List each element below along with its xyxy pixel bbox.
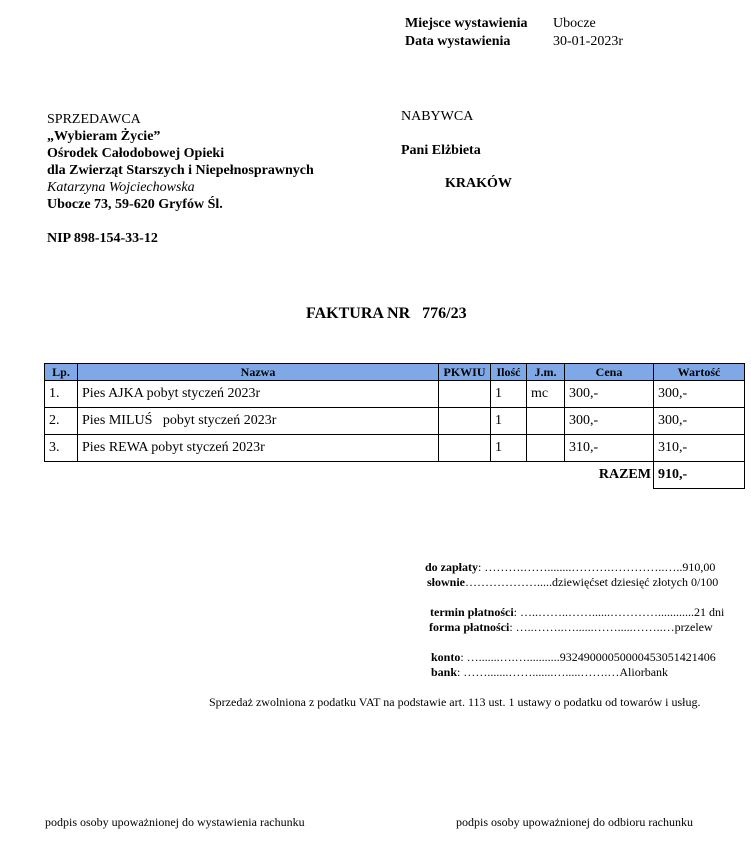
table-row xyxy=(45,381,745,408)
cell-qty: 1 xyxy=(491,435,527,462)
seller-name-2: Ośrodek Całodobowej Opieki xyxy=(47,146,225,161)
cell-price: 310,- xyxy=(565,435,654,462)
cell-value: 300,- xyxy=(654,408,745,435)
account-value: 93249000050000453051421406 xyxy=(559,650,716,664)
term-row: termin płatności: …..……..……......…………............21 dni xyxy=(430,605,725,619)
bank-row: bank: …….......…….......….....…….…Aliorbank xyxy=(431,665,669,679)
receiver-signature-label: podpis osoby upoważnionej do odbioru rachunku xyxy=(456,815,693,829)
account-label: konto xyxy=(431,650,461,664)
account-row: konto: ….......….…...........93249000050000453051421406 xyxy=(431,650,716,664)
words-value: dziewięćset dziesięć złotych 0/100 xyxy=(552,575,719,589)
cell-price: 300,- xyxy=(565,408,654,435)
cell-price: 300,- xyxy=(565,381,654,408)
issue-meta xyxy=(405,15,623,51)
form-row: forma płatności: …..……..…......…….....……..…przelew xyxy=(429,620,713,634)
cell-name: Pies REWA pobyt styczeń 2023r xyxy=(78,435,439,462)
cell-lp: 3. xyxy=(45,435,78,462)
term-label: termin płatności xyxy=(430,605,514,619)
total-label: RAZEM xyxy=(598,467,651,482)
to-pay-row: do zapłaty: ……….……........……….…………..…..910,00 xyxy=(425,560,716,574)
buyer-city: KRAKÓW xyxy=(445,176,512,191)
seller-name-3: dla Zwierząt Starszych i Niepełnosprawnych xyxy=(47,163,314,178)
place-label: Miejsce wystawienia xyxy=(405,16,528,31)
invoice-number: 776/23 xyxy=(422,305,467,322)
cell-unit: mc xyxy=(527,381,565,408)
date-label: Data wystawienia xyxy=(405,34,511,49)
invoice-title-label: FAKTURA NR xyxy=(306,305,411,322)
cell-unit xyxy=(527,408,565,435)
cell-pkwiu xyxy=(439,408,491,435)
place-value: Ubocze xyxy=(553,16,596,31)
to-pay-label: do zapłaty xyxy=(425,560,479,574)
table-header-row xyxy=(45,364,745,381)
issuer-signature-label: podpis osoby upoważnionej do wystawienia rachunku xyxy=(45,815,305,829)
cell-pkwiu xyxy=(439,435,491,462)
total-row xyxy=(45,462,745,489)
seller-address: Ubocze 73, 59-620 Gryfów Śl. xyxy=(47,197,223,212)
col-lp: Lp. xyxy=(45,364,78,381)
items-table xyxy=(44,363,745,489)
buyer-name: Pani Elżbieta xyxy=(401,143,481,158)
term-value: 21 dni xyxy=(694,605,725,619)
seller-block xyxy=(47,111,314,247)
seller-header: SPRZEDAWCA xyxy=(47,112,141,127)
bank-value: Aliorbank xyxy=(619,665,669,679)
invoice-title xyxy=(306,305,467,323)
table-row xyxy=(45,435,745,462)
col-pkwiu: PKWIU xyxy=(439,364,491,381)
form-label: forma płatności xyxy=(429,620,510,634)
cell-lp: 2. xyxy=(45,408,78,435)
place-row xyxy=(405,15,623,33)
form-value: przelew xyxy=(674,620,713,634)
words-label: słownie xyxy=(427,575,466,589)
col-value: Wartość xyxy=(654,364,745,381)
vat-note: Sprzedaż zwolniona z podatku VAT na podstawie art. 113 ust. 1 ustawy o podatku od towarów i usług. xyxy=(209,695,701,709)
buyer-header: NABYWCA xyxy=(401,109,474,124)
seller-name-1: „Wybieram Życie” xyxy=(47,129,161,144)
seller-person: Katarzyna Wojciechowska xyxy=(47,180,195,195)
col-name: Nazwa xyxy=(78,364,439,381)
seller-nip: NIP 898-154-33-12 xyxy=(47,231,158,246)
col-unit: J.m. xyxy=(527,364,565,381)
total-value: 910,- xyxy=(654,462,745,489)
cell-qty: 1 xyxy=(491,408,527,435)
cell-pkwiu xyxy=(439,381,491,408)
col-qty: Ilość xyxy=(491,364,527,381)
cell-lp: 1. xyxy=(45,381,78,408)
bank-label: bank xyxy=(431,665,458,679)
cell-qty: 1 xyxy=(491,381,527,408)
cell-value: 310,- xyxy=(654,435,745,462)
date-value: 30-01-2023r xyxy=(553,34,623,49)
cell-name: Pies MILUŚ pobyt styczeń 2023r xyxy=(78,408,439,435)
cell-unit xyxy=(527,435,565,462)
words-row: słownie……………….....dziewięćset dziesięć złotych 0/100 xyxy=(427,575,719,589)
cell-value: 300,- xyxy=(654,381,745,408)
date-row xyxy=(405,33,623,51)
to-pay-value: 910,00 xyxy=(682,560,716,574)
table-row xyxy=(45,408,745,435)
cell-name: Pies AJKA pobyt styczeń 2023r xyxy=(78,381,439,408)
col-price: Cena xyxy=(565,364,654,381)
